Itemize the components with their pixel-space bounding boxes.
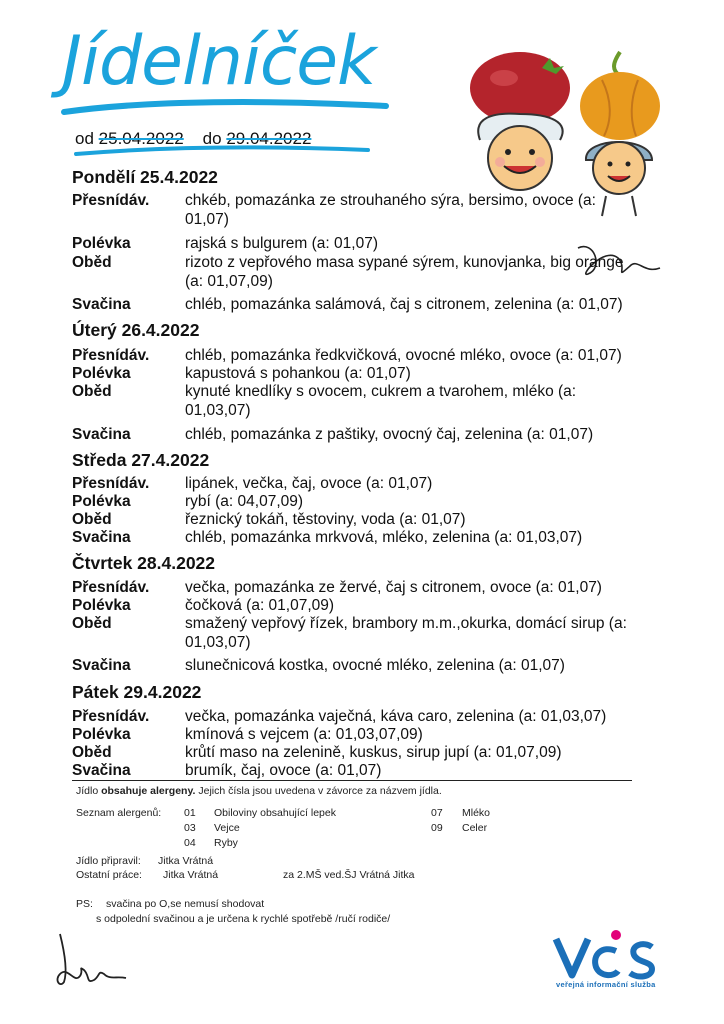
meal-text: chkéb, pomazánka ze strouhaného sýra, bersimo, ovoce (a: — [185, 192, 596, 209]
meal-text: slunečnicová kostka, ovocné mléko, zelenina (a: 01,07) — [185, 657, 565, 674]
day-heading-friday: Pátek 29.4.2022 — [72, 682, 202, 702]
date-to: 29.04.2022 — [226, 129, 312, 148]
date-to-label: do — [202, 129, 222, 148]
allergen-code: 09 — [431, 822, 443, 834]
meal-text-cont: 01,03,07) — [185, 402, 251, 419]
meal-text: krůtí maso na zelenině, kuskus, sirup jupí (a: 01,07,09) — [185, 744, 562, 761]
ps-line-1: svačina po O,se nemusí shodovat — [106, 898, 265, 910]
meal-label: Svačina — [72, 529, 131, 546]
meal-label: Polévka — [72, 365, 131, 382]
logo-caption: veřejná informační služba — [556, 980, 656, 989]
footer-divider — [72, 780, 632, 781]
meal-label: Přesnídáv. — [72, 192, 150, 209]
date-from: 25.04.2022 — [98, 129, 184, 148]
meal-text: chléb, pomazánka salámová, čaj s citronem, zelenina (a: 01,07) — [185, 296, 623, 313]
meal-text: kmínová s vejcem (a: 01,03,07,09) — [185, 726, 423, 743]
meal-text: rybí (a: 04,07,09) — [185, 493, 304, 510]
allergen-code: 01 — [184, 807, 196, 819]
meal-label: Oběd — [72, 744, 112, 761]
meal-label: Oběd — [72, 254, 112, 271]
allergen-name: Mléko — [462, 807, 491, 819]
page-title: Jídelníček — [62, 22, 376, 101]
meal-text: lipánek, večka, čaj, ovoce (a: 01,07) — [185, 475, 433, 492]
allergen-code: 07 — [431, 807, 443, 819]
ps-label: PS: — [76, 898, 93, 910]
prepared-label: Jídlo připravil: — [76, 855, 141, 867]
meal-label: Polévka — [72, 235, 131, 252]
allergen-note-prefix: Jídlo — [76, 785, 99, 797]
allergen-name: Ryby — [214, 837, 238, 849]
meal-text: brumík, čaj, ovoce (a: 01,07) — [185, 762, 382, 779]
meal-text: smažený vepřový řízek, brambory m.m.,okurka, domácí sirup (a: — [185, 615, 627, 632]
ps-line-2: s odpolední svačinou a je určena k rychlé spotřebě /ručí rodiče/ — [96, 913, 391, 925]
allergen-list-label: Seznam alergenů: — [76, 807, 162, 819]
meal-label: Oběd — [72, 383, 112, 400]
allergen-name: Vejce — [214, 822, 240, 834]
meal-text: večka, pomazánka ze žervé, čaj s citronem, ovoce (a: 01,07) — [185, 579, 602, 596]
allergen-note — [76, 785, 442, 798]
allergen-note-rest: Jejich čísla jsou uvedena v závorce za názvem jídla. — [198, 785, 442, 797]
meal-label: Svačina — [72, 762, 131, 779]
meal-label: Přesnídáv. — [72, 475, 150, 492]
meal-text-cont: 01,07) — [185, 211, 229, 228]
handwritten-signature-icon — [50, 930, 140, 990]
meal-label: Polévka — [72, 493, 131, 510]
meal-text: chléb, pomazánka z paštiky, ovocný čaj, zelenina (a: 01,07) — [185, 426, 594, 443]
prepared-by: Jitka Vrátná — [158, 855, 214, 867]
allergen-code: 03 — [184, 822, 196, 834]
meal-label: Svačina — [72, 296, 131, 313]
meal-text: kapustová s pohankou (a: 01,07) — [185, 365, 411, 382]
meal-text: chléb, pomazánka mrkvová, mléko, zelenina (a: 01,03,07) — [185, 529, 583, 546]
date-from-label: od — [75, 129, 94, 148]
vis-logo-icon — [552, 925, 662, 985]
meal-text: čočková (a: 01,07,09) — [185, 597, 335, 614]
meal-text-cont: (a: 01,07,09) — [185, 273, 273, 290]
meal-label: Svačina — [72, 657, 131, 674]
meal-text: chléb, pomazánka ředkvičková, ovocné mléko, ovoce (a: 01,07) — [185, 347, 622, 364]
meal-text: kynuté knedlíky s ovocem, cukrem a tvarohem, mléko (a: — [185, 383, 577, 400]
meal-label: Přesnídáv. — [72, 347, 150, 364]
day-heading-monday: Pondělí 25.4.2022 — [72, 167, 218, 187]
allergen-note-bold: obsahuje alergeny. — [101, 785, 196, 797]
meal-text: rajská s bulgurem (a: 01,07) — [185, 235, 378, 252]
day-heading-wednesday: Středa 27.4.2022 — [72, 450, 210, 470]
responsible-person: za 2.MŠ ved.ŠJ Vrátná Jitka — [283, 869, 415, 881]
date-underline-swoosh — [72, 142, 372, 162]
meal-label: Polévka — [72, 597, 131, 614]
meal-label: Přesnídáv. — [72, 708, 150, 725]
meal-label: Oběd — [72, 511, 112, 528]
meal-text: rizoto z vepřového masa sypané sýrem, kunovjanka, big orange — [185, 254, 624, 271]
meal-text: řeznický tokáň, těstoviny, voda (a: 01,07) — [185, 511, 466, 528]
meal-label: Přesnídáv. — [72, 579, 150, 596]
day-heading-thursday: Čtvrtek 28.4.2022 — [72, 553, 216, 573]
meal-text: večka, pomazánka vaječná, káva caro, zelenina (a: 01,03,07) — [185, 708, 607, 725]
allergen-name: Obiloviny obsahující lepek — [214, 807, 336, 819]
other-label: Ostatní práce: — [76, 869, 142, 881]
allergen-code: 04 — [184, 837, 196, 849]
meal-label: Oběd — [72, 615, 112, 632]
meal-label: Polévka — [72, 726, 131, 743]
allergen-name: Celer — [462, 822, 488, 834]
meal-text-cont: 01,03,07) — [185, 634, 251, 651]
other-by: Jitka Vrátná — [163, 869, 219, 881]
meal-label: Svačina — [72, 426, 131, 443]
day-heading-tuesday: Úterý 26.4.2022 — [72, 320, 200, 340]
title-underline-swoosh — [60, 96, 390, 120]
